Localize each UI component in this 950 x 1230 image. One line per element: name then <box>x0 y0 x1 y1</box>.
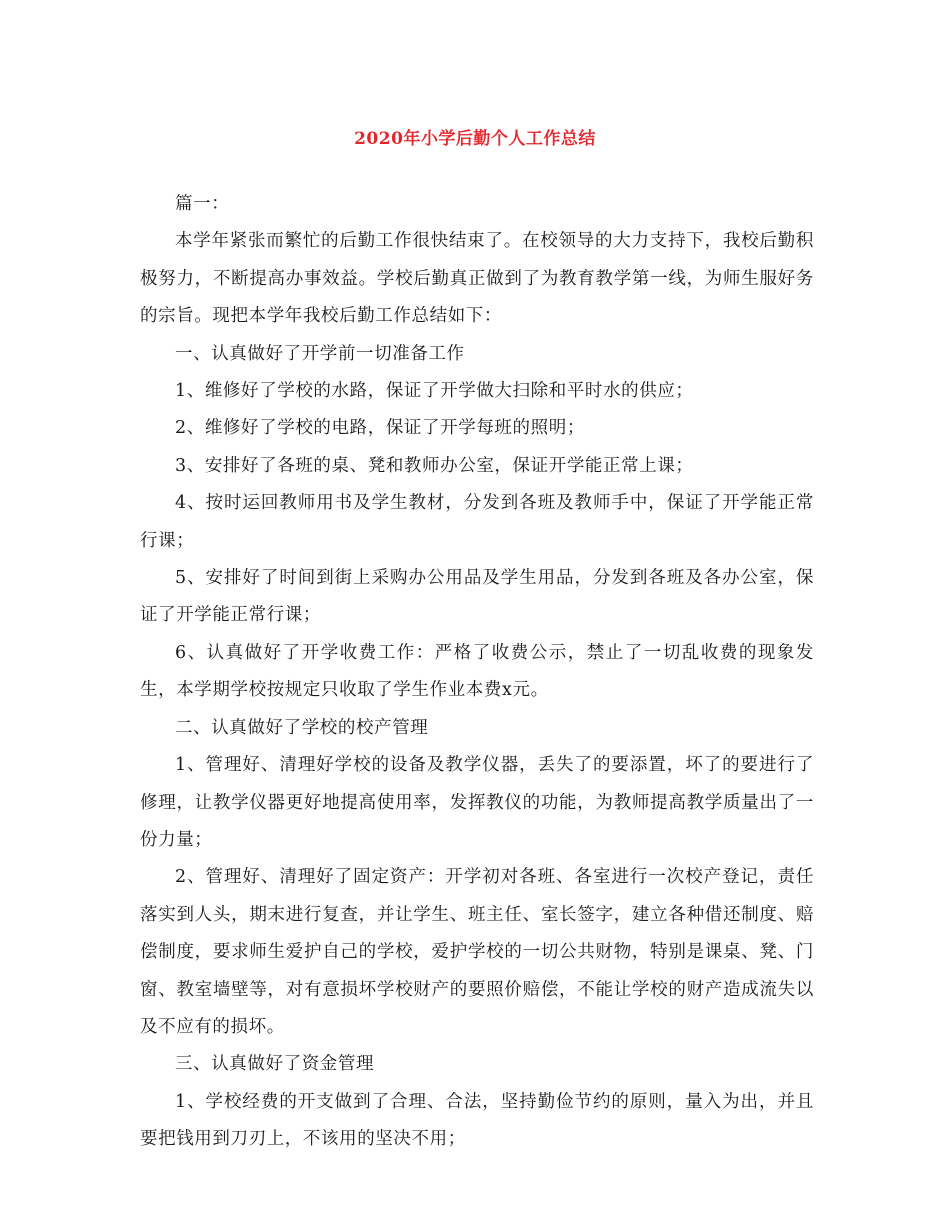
paragraph-item: 2、管理好、清理好了固定资产：开学初对各班、各室进行一次校产登记，责任落实到人头，期末进行复查，并让学生、班主任、室长签字，建立各种借还制度、赔偿制度，要求师生爱护自己的学校，爱护学校的一切公共财物，特别是课桌、凳、门窗、教室墙壁等，对有意损坏学校财产的要照价赔偿，不能让学校的财产造成流失以及不应有的损坏。 <box>140 867 814 1037</box>
paragraph-item: 6、认真做好了开学收费工作：严格了收费公示，禁止了一切乱收费的现象发生，本学期学校按规定只收取了学生作业本费x元。 <box>140 642 814 701</box>
paragraph-item: 4、按时运回教师用书及学生教材，分发到各班及教师手中，保证了开学能正常行课； <box>140 493 814 551</box>
heading-section-2: 二、认真做好了学校的校产管理 <box>175 717 429 738</box>
paragraph-item: 3、安排好了各班的桌、凳和教师办公室，保证开学能正常上课； <box>175 455 694 476</box>
heading-section-1: 一、认真做好了开学前一切准备工作 <box>175 343 465 364</box>
paragraph-item: 1、学校经费的开支做到了合理、合法，坚持勤俭节约的原则，量入为出，并且要把钱用到刀刃上，不该用的坚决不用； <box>140 1091 814 1150</box>
paragraph-item: 1、管理好、清理好学校的设备及教学仪器，丢失了的要添置，坏了的要进行了修理，让教学仪器更好地提高使用率，发挥教仪的功能，为教师提高教学质量出了一份力量； <box>140 755 814 850</box>
document-title: 2020年小学后勤个人工作总结 <box>354 129 596 149</box>
document-body <box>140 186 814 1159</box>
paragraph-intro: 本学年紧张而繁忙的后勤工作很快结束了。在校领导的大力支持下，我校后勤积极努力，不断提高办事效益。学校后勤真正做到了为教育教学第一线，为师生服好务的宗旨。现把本学年我校后勤工作总结如下： <box>140 231 814 327</box>
paragraph-item: 1、维修好了学校的水路，保证了开学做大扫除和平时水的供应； <box>175 381 694 402</box>
paragraph-section-label: 篇一： <box>175 194 230 214</box>
heading-section-3: 三、认真做好了资金管理 <box>175 1054 375 1075</box>
paragraph-item: 5、安排好了时间到街上采购办公用品及学生用品，分发到各班及各办公室，保证了开学能正常行课； <box>140 568 814 626</box>
paragraph-item: 2、维修好了学校的电路，保证了开学每班的照明； <box>175 418 585 439</box>
